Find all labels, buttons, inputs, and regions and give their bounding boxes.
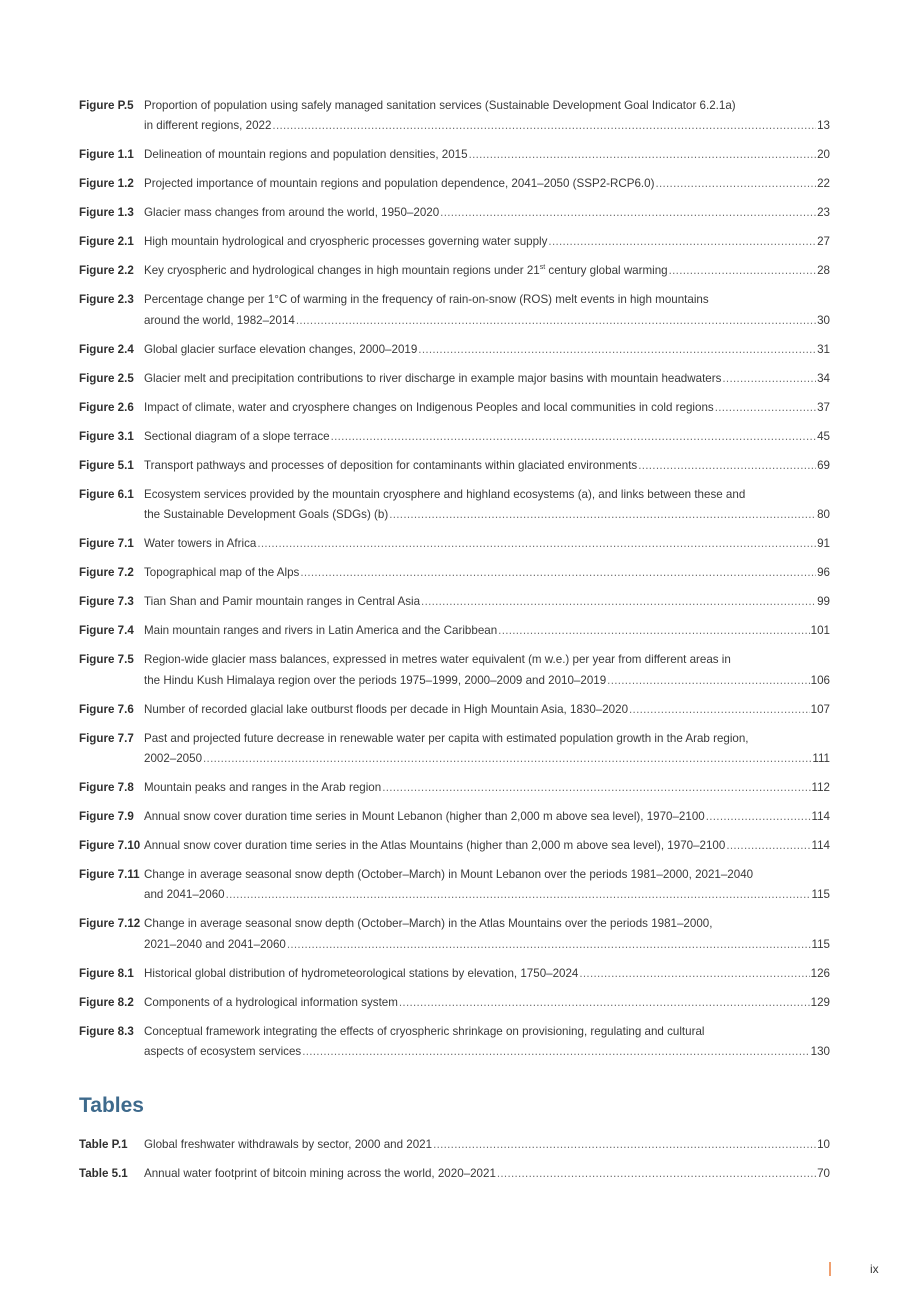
figure-entry-page-number: 114	[811, 810, 830, 824]
footer-accent-bar	[829, 1262, 831, 1276]
figure-entry[interactable]	[79, 398, 830, 418]
table-entry[interactable]	[79, 1164, 830, 1184]
figure-entry[interactable]	[79, 427, 830, 447]
figure-entry-label: Figure 8.1	[79, 966, 134, 980]
table-entry-title-line: Global freshwater withdrawals by sector, 2000 and 2021	[144, 1137, 433, 1151]
figure-entry-title-line: Region-wide glacier mass balances, expressed in metres water equivalent (m w.e.) per year from different areas in	[144, 653, 731, 667]
figure-entry-title-line: Proportion of population using safely managed sanitation services (Sustainable Development Goal Indicator 6.2.1a)	[144, 99, 736, 112]
figure-entry[interactable]	[79, 729, 830, 770]
figure-entry[interactable]	[79, 145, 830, 165]
dot-leader	[669, 261, 816, 281]
figure-entry-page-number: 99	[817, 595, 830, 609]
figure-entry-label: Figure 7.4	[79, 624, 134, 638]
figure-entry[interactable]	[79, 993, 830, 1013]
dot-leader	[638, 456, 816, 476]
figure-entry[interactable]	[79, 340, 830, 360]
figure-entry-title-line: Change in average seasonal snow depth (October–March) in Mount Lebanon over the periods 1981–2000, 2021–2040	[144, 868, 754, 882]
figure-entry[interactable]	[79, 836, 830, 856]
figure-entry-label: Figure 6.1	[79, 487, 134, 501]
dot-leader	[399, 993, 810, 1013]
figure-entry-page-number: 80	[817, 508, 830, 522]
figure-entry-title-line: Glacier mass changes from around the world, 1950–2020	[144, 206, 440, 220]
figure-entry[interactable]	[79, 563, 830, 583]
figure-entry-label: Figure 3.1	[79, 429, 134, 443]
figure-entry[interactable]	[79, 621, 830, 641]
figure-entry-page-number: 27	[817, 235, 830, 249]
figure-entry-page-number: 96	[817, 566, 830, 580]
figure-entry-page-number: 37	[817, 400, 830, 414]
figure-entry-title-line: 2021–2040 and 2041–2060	[144, 937, 286, 951]
figure-entry-label: Figure 2.5	[79, 371, 134, 385]
figure-entry-page-number: 106	[810, 673, 830, 687]
figure-entry-title-line: 2002–2050	[144, 752, 203, 766]
figure-entry-page-number: 126	[810, 966, 830, 980]
dot-leader	[287, 935, 811, 955]
tables-list	[79, 1135, 830, 1184]
figure-entry-page-number: 28	[817, 264, 830, 278]
figure-entry-page-number: 22	[817, 177, 830, 191]
dot-leader	[497, 1164, 816, 1184]
dot-leader	[607, 671, 809, 691]
figure-entry-label: Figure 7.10	[79, 839, 141, 853]
figure-entry[interactable]	[79, 865, 830, 906]
dot-leader	[726, 836, 810, 856]
figure-entry-label: Figure 7.3	[79, 595, 134, 609]
figure-entry-title-line: Change in average seasonal snow depth (October–March) in the Atlas Mountains over the periods 1981–2000,	[144, 917, 713, 931]
figure-entry-title-line: Tian Shan and Pamir mountain ranges in Central Asia	[144, 595, 421, 609]
figure-entry-page-number: 115	[811, 937, 830, 951]
figure-entry-page-number: 115	[811, 888, 830, 902]
figure-entry-title-line: Past and projected future decrease in renewable water per capita with estimated population growth in the Arab region,	[144, 731, 749, 745]
figure-entry-title-line: Transport pathways and processes of deposition for contaminants within glaciated environments	[144, 458, 638, 472]
figure-entry-label: Figure 2.6	[79, 400, 134, 414]
dot-leader	[421, 592, 816, 612]
dot-leader	[257, 534, 816, 554]
figure-entry-page-number: 23	[817, 206, 830, 220]
figure-entry-page-number: 114	[811, 839, 830, 853]
figure-entry-label: Figure 7.2	[79, 566, 134, 580]
figure-entry-title-line: Global glacier surface elevation changes, 2000–2019	[144, 342, 418, 356]
figure-entry[interactable]	[79, 261, 830, 281]
figure-entry-page-number: 20	[817, 148, 830, 162]
figure-entry[interactable]	[79, 914, 830, 955]
figure-entry-label: Figure 8.2	[79, 995, 134, 1009]
figure-entry-title-line: Percentage change per 1°C of warming in the frequency of rain-on-snow (ROS) melt events in high mountains	[144, 293, 709, 307]
dot-leader	[722, 369, 816, 389]
figure-entry[interactable]	[79, 290, 830, 331]
figure-entry-page-number: 45	[817, 429, 830, 443]
figure-entry-label: Figure 7.5	[79, 653, 134, 667]
figure-entry[interactable]	[79, 1022, 830, 1063]
dot-leader	[331, 427, 816, 447]
figure-entry-page-number: 13	[817, 119, 830, 133]
dot-leader	[382, 778, 810, 798]
table-entry[interactable]	[79, 1135, 830, 1155]
dot-leader	[715, 398, 816, 418]
figure-entry[interactable]	[79, 700, 830, 720]
figure-entry-label: Figure 5.1	[79, 458, 134, 472]
figure-entry[interactable]	[79, 778, 830, 798]
figure-entry[interactable]	[79, 964, 830, 984]
figure-entry-page-number: 111	[812, 752, 830, 766]
figure-entry-title-line: around the world, 1982–2014	[144, 313, 295, 327]
figure-entry-title-line: and 2041–2060	[144, 888, 225, 902]
table-entry-page-number: 10	[817, 1137, 830, 1151]
dot-leader	[440, 203, 816, 223]
figure-entry-page-number: 30	[817, 313, 830, 327]
table-entry-label: Table 5.1	[79, 1166, 128, 1180]
figure-entry-title-line: the Sustainable Development Goals (SDGs) (b)	[144, 508, 389, 522]
figure-entry-label: Figure 1.2	[79, 177, 134, 191]
dot-leader	[203, 749, 811, 769]
figure-entry-title-line: Historical global distribution of hydrometeorological stations by elevation, 1750–2024	[144, 966, 579, 980]
figure-entry-title-line: Water towers in Africa	[144, 537, 257, 551]
figure-entry-label: Figure P.5	[79, 99, 134, 112]
figure-entry[interactable]	[79, 203, 830, 223]
figure-entry-title-line: Components of a hydrological information system	[144, 995, 398, 1009]
page-number: ix	[870, 1262, 879, 1276]
figure-entry-page-number: 107	[810, 702, 830, 716]
dot-leader	[655, 174, 816, 194]
figure-entry-label: Figure 7.8	[79, 781, 134, 795]
figure-entry[interactable]	[79, 369, 830, 389]
figure-entry[interactable]	[79, 96, 830, 137]
dot-leader	[706, 807, 811, 827]
dot-leader	[300, 563, 816, 583]
figure-entry-title-line: Annual snow cover duration time series in the Atlas Mountains (higher than 2,000 m above sea level), 1970–2100	[144, 839, 726, 853]
dot-leader	[226, 885, 811, 905]
dot-leader	[296, 311, 816, 331]
figure-entry-label: Figure 8.3	[79, 1024, 134, 1038]
figure-entry-title-line: Projected importance of mountain regions and population dependence, 2041–2050 (SSP2-RCP6.0)	[144, 177, 655, 191]
figure-entry-title-line: High mountain hydrological and cryospheric processes governing water supply	[144, 235, 548, 249]
dot-leader	[302, 1042, 809, 1062]
table-entry-label: Table P.1	[79, 1137, 128, 1151]
figure-entry-page-number: 31	[817, 342, 830, 356]
dot-leader	[469, 145, 817, 165]
dot-leader	[272, 116, 816, 136]
figure-entry-title-line: Annual snow cover duration time series in Mount Lebanon (higher than 2,000 m above sea level), 1970–2100	[144, 810, 705, 824]
figure-entry-label: Figure 2.4	[79, 342, 134, 356]
figure-entry[interactable]	[79, 485, 830, 526]
figure-entry-page-number: 34	[817, 371, 830, 385]
figure-entry-title-line: Number of recorded glacial lake outburst floods per decade in High Mountain Asia, 1830–2020	[144, 702, 629, 716]
figure-entry-label: Figure 7.6	[79, 702, 134, 716]
figure-entry-title-line: Main mountain ranges and rivers in Latin America and the Caribbean	[144, 624, 498, 638]
figures-list	[79, 96, 830, 1063]
dot-leader	[629, 700, 810, 720]
figure-entry[interactable]	[79, 650, 830, 691]
figure-entry-label: Figure 2.2	[79, 264, 134, 278]
figure-entry-title-line: the Hindu Kush Himalaya region over the periods 1975–1999, 2000–2009 and 2010–2019	[144, 673, 607, 687]
figure-entry-title-line: Mountain peaks and ranges in the Arab region	[144, 781, 382, 795]
dot-leader	[579, 964, 809, 984]
figure-entry-label: Figure 7.1	[79, 537, 134, 551]
dot-leader	[433, 1135, 816, 1155]
table-entry-title-line: Annual water footprint of bitcoin mining across the world, 2020–2021	[144, 1166, 496, 1180]
dot-leader	[498, 621, 809, 641]
figure-entry[interactable]	[79, 174, 830, 194]
figure-entry-title-line: Sectional diagram of a slope terrace	[144, 429, 330, 443]
figure-entry-page-number: 130	[810, 1045, 830, 1059]
figure-entry-title-line: Conceptual framework integrating the effects of cryospheric shrinkage on provisioning, regulating and cultural	[144, 1024, 705, 1038]
figure-entry-title-line: Glacier melt and precipitation contributions to river discharge in example major basins with mountain headwaters	[144, 371, 722, 385]
figure-entry-title-line: in different regions, 2022	[144, 119, 272, 133]
figure-entry-label: Figure 7.12	[79, 917, 141, 931]
figure-entry-title-line: aspects of ecosystem services	[144, 1045, 302, 1059]
dot-leader	[548, 232, 816, 252]
figure-entry-label: Figure 7.9	[79, 810, 134, 824]
figure-entry[interactable]	[79, 232, 830, 252]
figure-entry-page-number: 101	[810, 624, 830, 638]
figure-entry-page-number: 91	[817, 537, 830, 551]
figure-entry-title-line: Delineation of mountain regions and population densities, 2015	[144, 148, 468, 162]
figure-entry[interactable]	[79, 456, 830, 476]
figure-entry-label: Figure 7.11	[79, 868, 140, 882]
figure-entry[interactable]	[79, 807, 830, 827]
figure-entry-label: Figure 1.1	[79, 148, 134, 162]
figure-entry-label: Figure 2.3	[79, 293, 134, 307]
tables-heading: Tables	[79, 1093, 144, 1117]
table-of-contents	[79, 96, 830, 1193]
figure-entry-title-line: Impact of climate, water and cryosphere changes on Indigenous Peoples and local communities in cold regions	[144, 400, 714, 414]
figure-entry-title-line: Ecosystem services provided by the mountain cryosphere and highland ecosystems (a), and links between these and	[144, 487, 746, 501]
figure-entry-label: Figure 7.7	[79, 731, 134, 745]
dot-leader	[389, 505, 816, 525]
figure-entry-page-number: 69	[817, 458, 830, 472]
figure-entry[interactable]	[79, 592, 830, 612]
figure-entry-page-number: 129	[810, 995, 830, 1009]
figure-entry-page-number: 112	[811, 781, 830, 795]
table-entry-page-number: 70	[817, 1166, 830, 1180]
figure-entry[interactable]	[79, 534, 830, 554]
figure-entry-label: Figure 2.1	[79, 235, 134, 249]
dot-leader	[418, 340, 816, 360]
figure-entry-title-line: Topographical map of the Alps	[144, 566, 300, 580]
figure-entry-label: Figure 1.3	[79, 206, 134, 220]
figure-entry-title-line: Key cryospheric and hydrological changes in high mountain regions under 21st century global warming	[144, 264, 668, 278]
